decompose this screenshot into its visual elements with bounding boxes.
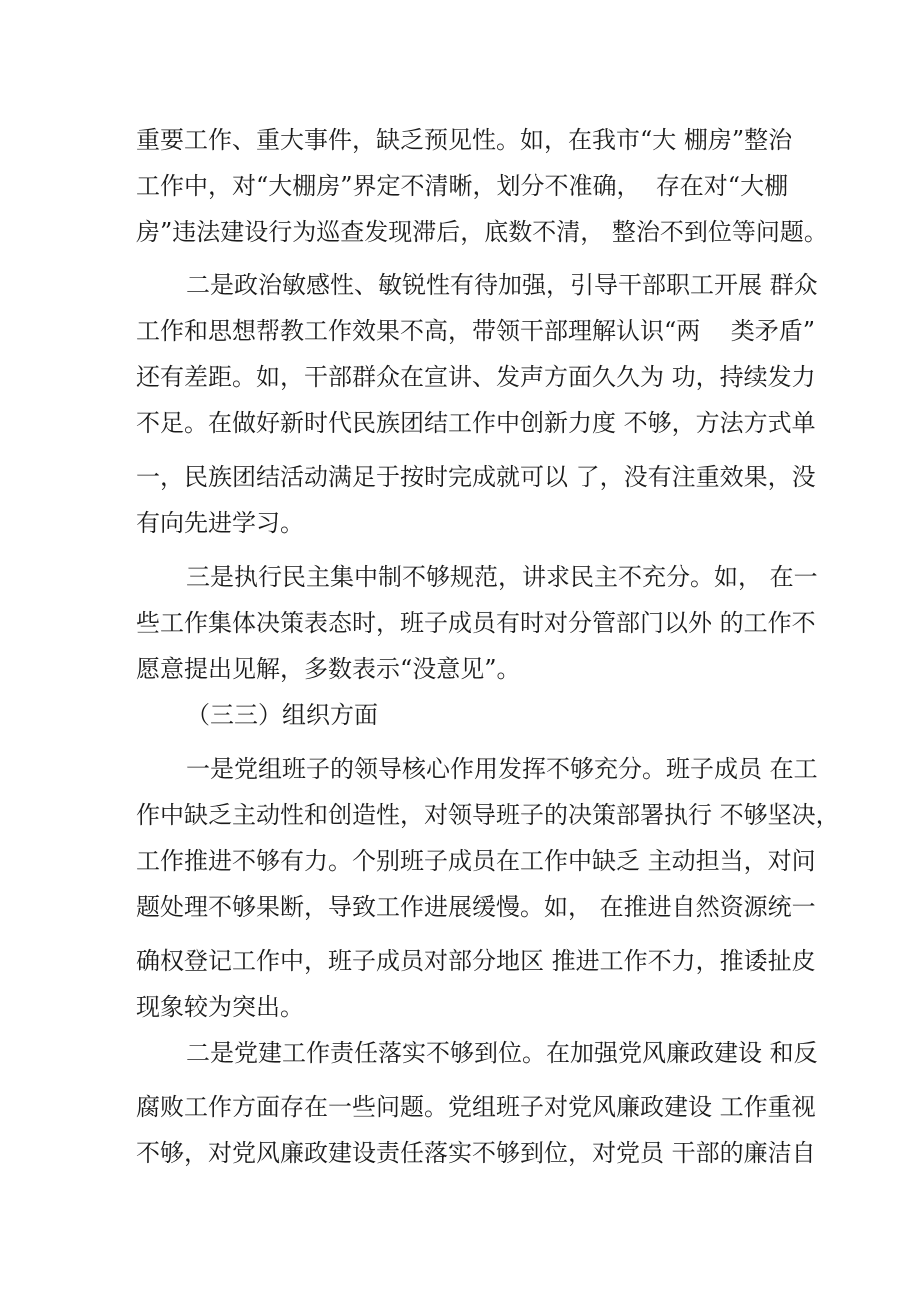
text-line: 房”违法建设行为巡查发现滞后，底数不清， 整治不到位等问题。 [136, 218, 828, 246]
text-line: 确权登记工作中，班子成员对部分地区 推进工作不力，推诿扯皮 [136, 947, 816, 975]
paragraph-start-line: 三是执行民主集中制不够规范，讲求民主不充分。如， 在一 [186, 563, 818, 591]
paragraph-start-line: 二是党建工作责任落实不够到位。在加强党风廉政建设 和反 [186, 1039, 818, 1067]
text-line: 不足。在做好新时代民族团结工作中创新力度 不够，方法方式单 [136, 409, 816, 437]
text-line: 愿意提出见解，多数表示“没意见”。 [136, 655, 521, 683]
text-line: 一，民族团结活动满足于按时完成就可以 了，没有注重效果，没 [136, 463, 816, 491]
section-heading: （三三）组织方面 [186, 701, 378, 729]
text-line: 腐败工作方面存在一些问题。党组班子对党风廉政建设 工作重视 [136, 1093, 816, 1121]
paragraph-start-line: 二是政治敏感性、敏锐性有待加强，引导干部职工开展 群众 [186, 271, 818, 299]
text-line: 工作中，对“大棚房”界定不清晰，划分不准确， 存在对“大棚 [136, 172, 789, 200]
text-line: 工作和思想帮教工作效果不高，带领干部理解认识“两 类矛盾” [136, 317, 816, 345]
text-line: 现象较为突出。 [136, 993, 304, 1021]
text-line: 不够，对党风廉政建设责任落实不够到位，对党员 干部的廉洁自 [136, 1139, 816, 1167]
text-line: 作中缺乏主动性和创造性，对领导班子的决策部署执行 不够坚决， [136, 801, 840, 829]
text-line: 还有差距。如，干部群众在宣讲、发声方面久久为 功，持续发力 [136, 363, 816, 391]
paragraph-start-line: 一是党组班子的领导核心作用发挥不够充分。班子成员 在工 [186, 755, 818, 783]
text-line: 有向先进学习。 [136, 509, 304, 537]
text-line: 工作推进不够有力。个别班子成员在工作中缺乏 主动担当，对问 [136, 847, 816, 875]
text-line: 题处理不够果断，导致工作进展缓慢。如， 在推进自然资源统一 [136, 893, 816, 921]
text-line: 重要工作、重大事件，缺乏预见性。如，在我市“大 棚房”整治 [136, 126, 793, 154]
text-line: 些工作集体决策表态时，班子成员有时对分管部门以外 的工作不 [136, 609, 816, 637]
